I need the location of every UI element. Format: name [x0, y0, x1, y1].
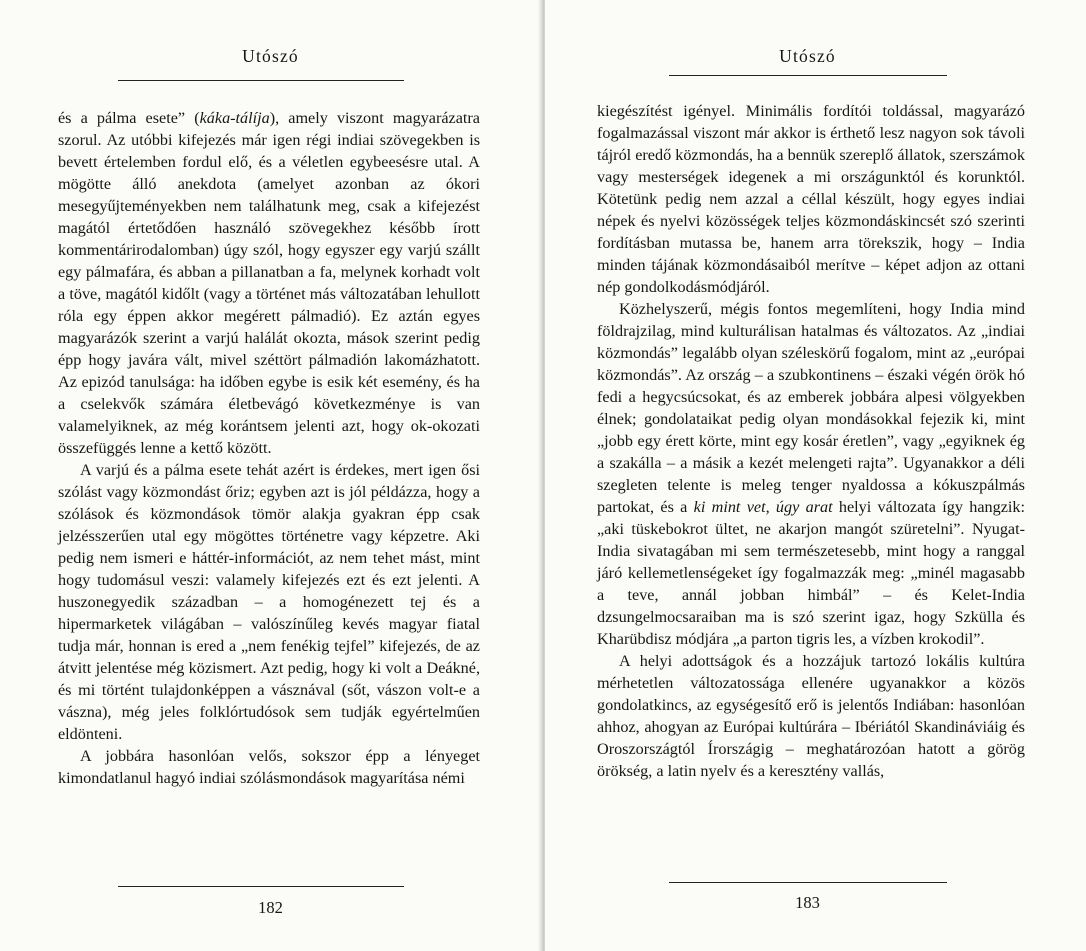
text-run: A varjú és a pálma esete tehát azért is érdekes, mert igen ősi szólást vagy közmondást őriz; egyben azt is jól példázza, hogy a szólások és közmondások tömör alakja gyakran épp csak jelzésszerűen utal egy mögöttes történetre vagy képzetre. Aki pedig nem ismeri e háttér-információt, az nem tehet mást, mint hogy tudomásul veszi: valamely kifejezés ezt és ezt jelenti. A huszonegyedik században – a homogénezett tej és a hipermarketek világában – valószínűleg kevés magyar fiatal tudja már, honnan is ered a „nem fenékig tejfel” kifejezés, de az átvitt jelentése még közismert. Azt pedig, hogy ki volt a Deákné, és mi történt tulajdonképpen a vásznával (sőt, vászon volt-e a vászna), még jeles folklórtudósok sem tudják egyértelműen eldönteni.: [58, 461, 480, 743]
text-run: helyi változata így hangzik: „aki tüskebokrot ültet, ne akarjon mangót szüretelni”. Nyugat-India sivatagában mi sem természetesebb, mint hogy a ranggal járó kellemetlenségeket így fogalmazzák meg: „minél magasabb a teve, annál jobban himbál” – és Kelet-India dzsungelmocsaraiban ma is szó szerint igaz, hogy Szküllа és Kharübdisz módjára „a parton tigris les, a vízben krokodil”.: [597, 498, 1025, 648]
text-run: A jobbára hasonlóan velős, sokszor épp a lényeget kimondatlanul hagyó indiai szólásmondások magyarítása némi: [58, 747, 480, 787]
page-number: 183: [795, 893, 820, 912]
footer-rule: [669, 882, 947, 883]
running-head: Utószó: [779, 46, 836, 66]
paragraph: [597, 298, 1025, 650]
header-rule: [669, 75, 947, 76]
right-page: [545, 0, 1086, 951]
page-number: 182: [258, 898, 283, 917]
paragraph: [58, 745, 480, 789]
body-text: [597, 100, 1025, 782]
paragraph: [58, 107, 480, 459]
footer-rule: [118, 886, 404, 887]
text-run: kiegészítést igényel. Minimális fordítói toldással, magyarázó fogalmazással viszont már akkor is érthető lesz nagyon sok távoli tájról eredő közmondás, ha a bennük szereplő állatok, szerszámok vagy mesterségek idegenek a mi országunktól és korunktól. Kötetünk pedig nem azzal a céllal készült, hogy egyes indiai népek és nyelvi közösségek teljes közmondáskincsét szó szerinti fordításban mutassa be, hanem arra törekszik, hogy – India minden tájának közmondásaiból merítve – képet adjon az ottani nép gondolkodásmódjáról.: [597, 102, 1025, 296]
running-head: Utószó: [242, 46, 299, 66]
text-run: A helyi adottságok és a hozzájuk tartozó lokális kultúra mérhetetlen változatossága ellenére ugyanakkor a közös gondolatkincs, az egységesítő erő is jelentős Indiában: hasonlóan ahhoz, ahogyan az Európai kultúrára – Ibériától Skandináviáig és Oroszországtól Írországig – meghatározóan hatott a görög örökség, a latin nyelv és a keresztény vallás,: [597, 652, 1025, 780]
paragraph: [58, 459, 480, 745]
text-run: Közhelyszerű, mégis fontos megemlíteni, hogy India mind földrajzilag, mind kulturálisan hatalmas és változatos. Az „indiai közmondás” legalább olyan széleskörű fogalom, mint az „európai közmondás”. Az ország – a szubkontinens – északi végén örök hó fedi a hegycsúcsokat, és az emberek jobbára alpesi völgyekben élnek; gondolataikat pedig olyan mondásokkal fejezik ki, mint „jobb egy érett körte, mint egy kosár éretlen”, vagy „egyiknek ég a szakálla – a másik a kezét melengeti rajta”. Ugyanakkor a déli szegleten telente is meleg tenger nyaldossa a kókuszpálmás partokat, és a: [597, 300, 1025, 516]
italic-text: káka-tálíja: [199, 109, 270, 127]
body-text: [58, 107, 480, 789]
italic-text: ki mint vet, úgy arat: [693, 498, 833, 516]
left-page: [0, 0, 541, 951]
paragraph: [597, 650, 1025, 782]
text-run: és a pálma esete” (: [58, 109, 200, 127]
text-run: ), amely viszont magyarázatra szorul. Az utóbbi kifejezés már igen régi indiai szövegekben is bevett értelemben fordul elő, és a véletlen egybeesésre utal. A mögötte álló anekdota (amelyet azonban az ókori mesegyűjteményekben nem találhatunk meg, csak a kifejezést magától értetődően használó szövegekhez később írott kommentárirodalomban) úgy szól, hogy egyszer egy varjú szállt egy pálmafára, és abban a pillanatban a fa, melynek korhadt volt a töve, magától kidőlt (vagy a történet más változatában lehullott róla egy éppen akkor megérett pálmadió). Ez aztán egyes magyarázók szerint a varjú halálát okozta, mások szerint pedig épp hogy javára vált, mivel széttört pálmadión lakomázhatott. Az epizód tanulsága: ha időben egybe is esik két esemény, és ha a cselekvők számára életbevágó következménye is van valamelyiknek, az még korántsem jelenti azt, hogy ok-okozati összefüggés lenne a kettő között.: [58, 109, 480, 457]
paragraph: [597, 100, 1025, 298]
header-rule: [118, 80, 404, 81]
